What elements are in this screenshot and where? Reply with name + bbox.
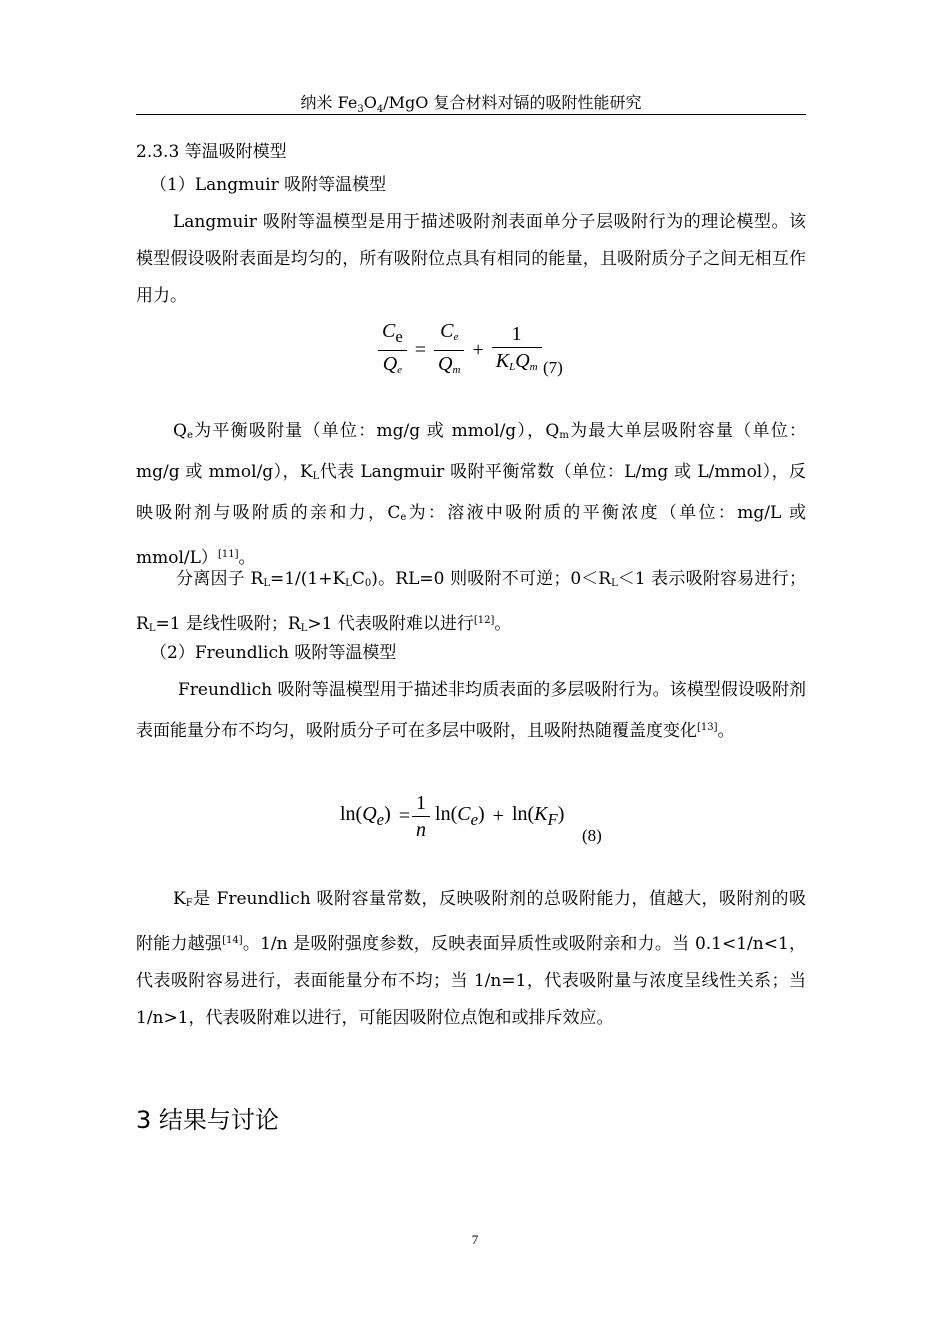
chapter-heading: 3 结果与讨论 bbox=[136, 1106, 279, 1134]
equals-sign: = bbox=[398, 805, 411, 827]
header-title-part: 纳米 Fe bbox=[300, 93, 358, 112]
citation-ref: [14] bbox=[222, 935, 243, 946]
equation-number: (8) bbox=[582, 826, 602, 845]
citation-ref: [13] bbox=[697, 722, 718, 733]
langmuir-subheading: （1）Langmuir 吸附等温模型 bbox=[150, 175, 387, 195]
plus-sign: + bbox=[472, 339, 484, 361]
equation-number: (7) bbox=[543, 358, 563, 377]
langmuir-intro-paragraph: Langmuir 吸附等温模型是用于描述吸附剂表面单分子层吸附行为的理论模型。该模型假设吸附表面是均匀的，所有吸附位点具有相同的能量，且吸附质分子之间无相互作用力。 bbox=[136, 212, 806, 306]
header-title-part: /MgO 复合材料对镉的吸附性能研究 bbox=[383, 93, 642, 112]
header-title-part: O bbox=[363, 93, 377, 112]
header-subscript: 3 bbox=[357, 104, 364, 116]
citation-ref: [12] bbox=[473, 615, 495, 626]
freundlich-subheading: （2）Freundlich 吸附等温模型 bbox=[150, 643, 397, 663]
section-heading: 2.3.3 等温吸附模型 bbox=[136, 142, 287, 162]
equation-fraction: $\frac{C_e}{Q_e}$ bbox=[378, 318, 407, 383]
langmuir-equation bbox=[378, 318, 542, 383]
equation-fraction: $\frac{1}{n}$ bbox=[412, 790, 430, 843]
separation-factor-paragraph: 分离因子 $R_L=1/(1+K_LC_0)$。RL=0 则吸附不可逆；$0<R_L<1$ 表示吸附容易进行；$R_L=1$ 是线性吸附；$R_L>1$ 代表吸附难以进行[12]。 bbox=[136, 569, 806, 634]
equation-fraction: $\frac{1}{K_LQ_m}$ bbox=[492, 321, 542, 380]
freundlich-intro-paragraph: Freundlich 吸附等温模型用于描述非均质表面的多层吸附行为。该模型假设吸附剂表面能量分布不均匀，吸附质分子可在多层中吸附，且吸附热随覆盖度变化[13]。 bbox=[136, 680, 806, 741]
plus-sign: + bbox=[492, 805, 504, 827]
page-number: 7 bbox=[471, 1232, 479, 1247]
equation-fraction: $\frac{C_e}{Q_m}$ bbox=[434, 318, 464, 383]
running-header bbox=[136, 92, 806, 115]
freundlich-equation: $\ln(Q_e)$ = $\frac{1}{n}$ $\ln(C_e) + \ln(K_F)$ bbox=[340, 792, 565, 841]
equals-sign: = bbox=[414, 339, 427, 361]
freundlich-variable-description: $K_F$是 Freundlich 吸附容量常数，反映吸附剂的总吸附能力，值越大，吸附剂的吸附能力越强[14]。1/n 是吸附强度参数，反映表面异质性或吸附亲和力。当 0.1<1/n<1，代表吸附容易进行，表面能量分布不均；当 1/n=1，代表吸附量与浓度呈线性关系；当 1/n>1，代表吸附难以进行，可能因吸附位点饱和或排斥效应。 bbox=[136, 889, 807, 1028]
citation-ref: [11] bbox=[217, 549, 239, 560]
header-subscript: 4 bbox=[376, 104, 384, 116]
langmuir-variable-description: $Q_e$为平衡吸附量（单位：mg/g 或 mmol/g），$Q_m$为最大单层吸附容量（单位：mg/g 或 mmol/g），$K_L$代表 Langmuir 吸附平衡常数（单位：L/mg 或 L/mmol），反映吸附剂与吸附质的亲和力，$C_e$为：溶液中吸附质的平衡浓度（单位：mg/L 或 mmol/L）[11]。 bbox=[136, 421, 806, 568]
